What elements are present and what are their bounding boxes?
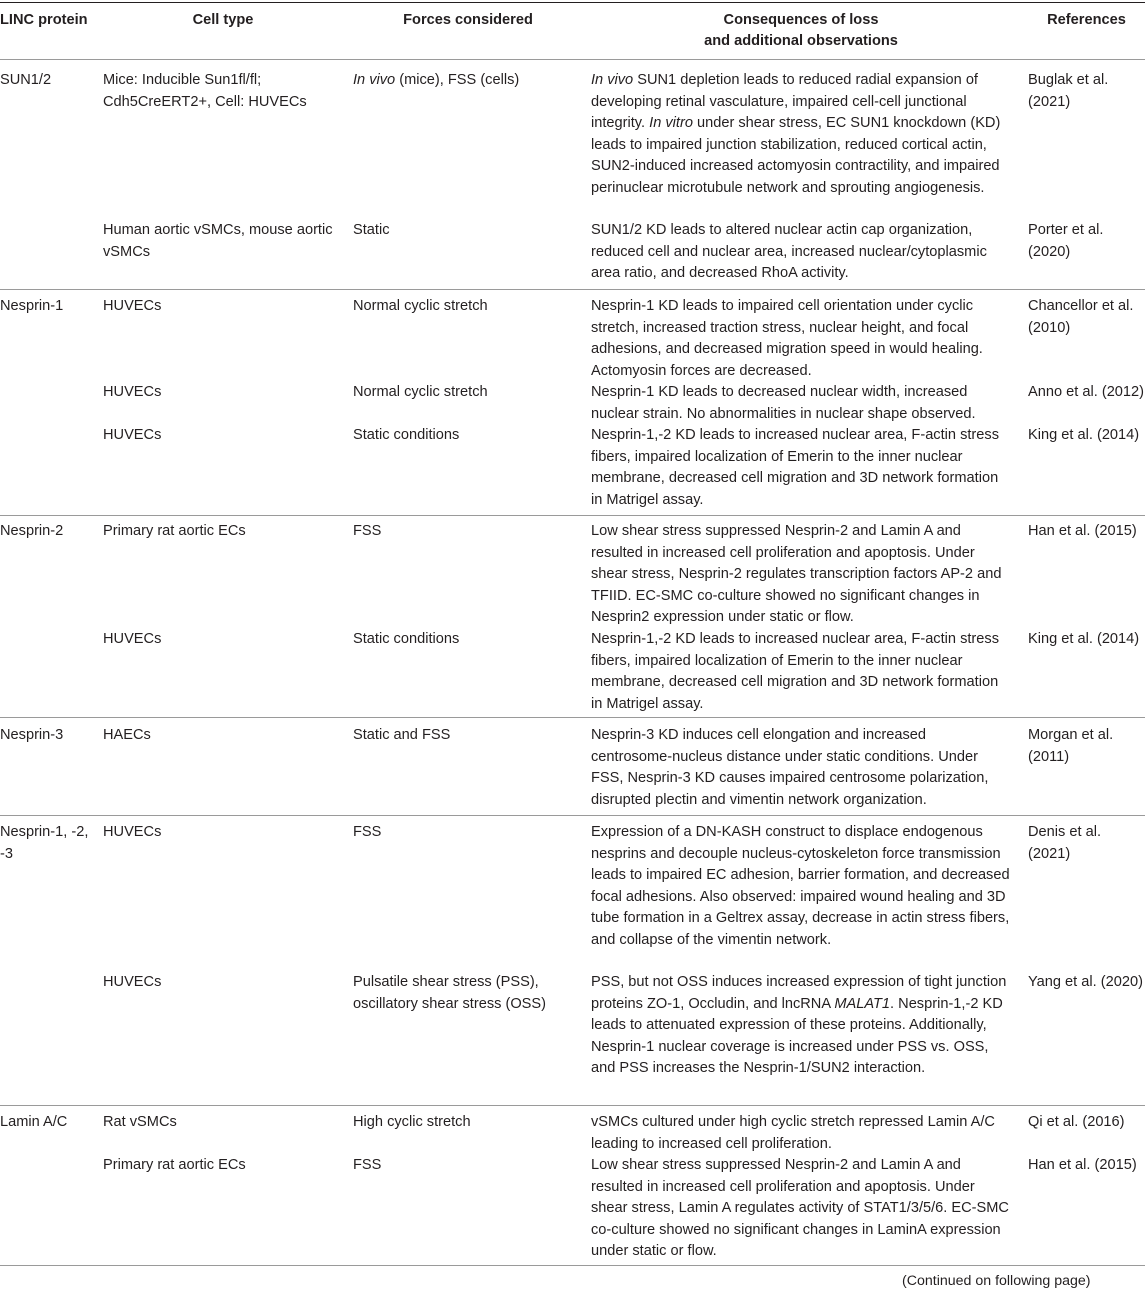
group-rule bbox=[0, 717, 1145, 718]
consequence-cell: SUN1/2 KD leads to altered nuclear actin cap organization, reduced cell and nuclear area, increased nuclear/cytoplasmic area ratio, and decreased RhoA activity. bbox=[591, 222, 987, 281]
reference-cell: Anno et al. (2012) bbox=[1028, 384, 1145, 400]
header-protein: LINC protein bbox=[0, 12, 88, 28]
consequence-cell: Nesprin-1,-2 KD leads to increased nuclear area, F-actin stress fibers, impaired localization of Emerin to the inner nuclear membrane, decreased cell migration and 3D network formation in Matrigel assay. bbox=[591, 427, 999, 508]
header-consequences bbox=[591, 10, 1011, 52]
forces-cell: FSS bbox=[353, 523, 382, 539]
cell-type-cell: HUVECs bbox=[103, 384, 162, 400]
cell-type-cell: Rat vSMCs bbox=[103, 1114, 177, 1130]
consequence-cell: PSS, but not OSS induces increased expression of tight junction proteins ZO-1, Occludin, and lncRNA MALAT1. Nesprin-1,-2 KD leads to attenuated expression of these proteins. Additionally, Nesprin-1 nuclear coverage is increased under PSS vs. OSS, and PSS increases the Nesprin-1/SUN2 interaction. bbox=[591, 974, 1007, 1076]
protein-cell: Nesprin-2 bbox=[0, 523, 64, 539]
cell-type-cell: HUVECs bbox=[103, 824, 162, 840]
forces-cell: High cyclic stretch bbox=[353, 1114, 471, 1130]
protein-cell: Nesprin-1, -2, -3 bbox=[0, 824, 89, 862]
consequence-cell: Low shear stress suppressed Nesprin-2 and Lamin A and resulted in increased cell proliferation and apoptosis. Under shear stress, Lamin A regulates activity of STAT1/3/5/6. EC-SMC co-culture showed no significant changes in LaminA expression under static or flow. bbox=[591, 1157, 1009, 1259]
cell-type-cell: HAECs bbox=[103, 727, 151, 743]
group-rule bbox=[0, 515, 1145, 516]
forces-cell: Static conditions bbox=[353, 631, 460, 647]
cell-type-cell: Human aortic vSMCs, mouse aortic vSMCs bbox=[103, 222, 333, 260]
consequence-cell: Nesprin-1 KD leads to decreased nuclear width, increased nuclear strain. No abnormalities in nuclear shape observed. bbox=[591, 384, 976, 422]
forces-cell: FSS bbox=[353, 1157, 382, 1173]
consequence-cell: Nesprin-1 KD leads to impaired cell orientation under cyclic stretch, increased traction stress, nuclear height, and focal adhesions, and decreased migration speed in would healing. Actomyosin forces are decreased. bbox=[591, 298, 983, 379]
bottom-rule bbox=[0, 1265, 1145, 1266]
group-rule bbox=[0, 289, 1145, 290]
consequence-cell: Low shear stress suppressed Nesprin-2 and Lamin A and resulted in increased cell proliferation and apoptosis. Under shear stress, Nesprin-2 regulates transcription factors AP-2 and TFIID. EC-SMC co-culture showed no significant changes in Nesprin2 expression under static or flow. bbox=[591, 523, 1002, 625]
protein-cell: SUN1/2 bbox=[0, 72, 52, 88]
header-consequences-line2: and additional observations bbox=[704, 33, 898, 49]
reference-cell: Buglak et al. (2021) bbox=[1028, 72, 1109, 110]
consequence-cell: In vivo SUN1 depletion leads to reduced radial expansion of developing retinal vasculature, impaired cell-cell junctional integrity. In vitro under shear stress, EC SUN1 knockdown (KD) leads to impaired junction stabilization, reduced cortical actin, SUN2-induced increased actomyosin contractility, and impaired perinuclear microtubule network and sprouting angiogenesis. bbox=[591, 72, 1001, 196]
forces-cell: Static bbox=[353, 222, 390, 238]
consequence-cell: Nesprin-1,-2 KD leads to increased nuclear area, F-actin stress fibers, impaired localization of Emerin to the inner nuclear membrane, decreased cell migration and 3D network formation in Matrigel assay. bbox=[591, 631, 999, 712]
header-cell-type: Cell type bbox=[192, 12, 254, 28]
reference-cell: Porter et al. (2020) bbox=[1028, 222, 1104, 260]
cell-type-cell: Mice: Inducible Sun1fl/fl; Cdh5CreERT2+, Cell: HUVECs bbox=[103, 72, 307, 110]
header-references: References bbox=[1047, 12, 1126, 28]
cell-type-cell: Primary rat aortic ECs bbox=[103, 1157, 246, 1173]
protein-cell: Nesprin-3 bbox=[0, 727, 64, 743]
reference-cell: Morgan et al. (2011) bbox=[1028, 727, 1114, 765]
reference-cell: Han et al. (2015) bbox=[1028, 523, 1137, 539]
consequence-cell: Expression of a DN-KASH construct to displace endogenous nesprins and decouple nucleus-cytoskeleton force transmission leads to impaired EC adhesion, barrier formation, and decreased focal adhesions. Also observed: impaired wound healing and 3D tube formation in a Geltrex assay, decrease in actin stress fibers, and collapse of the vimentin network. bbox=[591, 824, 1010, 948]
cell-type-cell: HUVECs bbox=[103, 631, 162, 647]
forces-cell: In vivo (mice), FSS (cells) bbox=[353, 72, 520, 88]
reference-cell: Han et al. (2015) bbox=[1028, 1157, 1137, 1173]
forces-cell: Normal cyclic stretch bbox=[353, 298, 488, 314]
reference-cell: King et al. (2014) bbox=[1028, 631, 1140, 647]
reference-cell: Chancellor et al. (2010) bbox=[1028, 298, 1134, 336]
forces-cell: Pulsatile shear stress (PSS), oscillatory shear stress (OSS) bbox=[353, 974, 547, 1012]
group-rule bbox=[0, 815, 1145, 816]
reference-cell: Qi et al. (2016) bbox=[1028, 1114, 1125, 1130]
header-forces: Forces considered bbox=[403, 12, 533, 28]
reference-cell: Denis et al. (2021) bbox=[1028, 824, 1102, 862]
forces-cell: Static conditions bbox=[353, 427, 460, 443]
consequence-cell: vSMCs cultured under high cyclic stretch repressed Lamin A/C leading to increased cell proliferation. bbox=[591, 1114, 995, 1152]
cell-type-cell: HUVECs bbox=[103, 298, 162, 314]
continued-note: (Continued on following page) bbox=[902, 1273, 1091, 1289]
cell-type-cell: Primary rat aortic ECs bbox=[103, 523, 246, 539]
forces-cell: Normal cyclic stretch bbox=[353, 384, 488, 400]
protein-cell: Nesprin-1 bbox=[0, 298, 64, 314]
reference-cell: King et al. (2014) bbox=[1028, 427, 1140, 443]
reference-cell: Yang et al. (2020) bbox=[1028, 974, 1143, 990]
consequence-cell: Nesprin-3 KD induces cell elongation and increased centrosome-nucleus distance under static conditions. Under FSS, Nesprin-3 KD causes impaired centrosome polarization, disrupted plectin and vimentin network organization. bbox=[591, 727, 989, 808]
cell-type-cell: HUVECs bbox=[103, 974, 162, 990]
top-rule bbox=[0, 2, 1145, 3]
cell-type-cell: HUVECs bbox=[103, 427, 162, 443]
forces-cell: Static and FSS bbox=[353, 727, 451, 743]
header-rule bbox=[0, 59, 1145, 60]
forces-cell: FSS bbox=[353, 824, 382, 840]
group-rule bbox=[0, 1105, 1145, 1106]
header-consequences-line1: Consequences of loss bbox=[723, 12, 879, 28]
protein-cell: Lamin A/C bbox=[0, 1114, 68, 1130]
